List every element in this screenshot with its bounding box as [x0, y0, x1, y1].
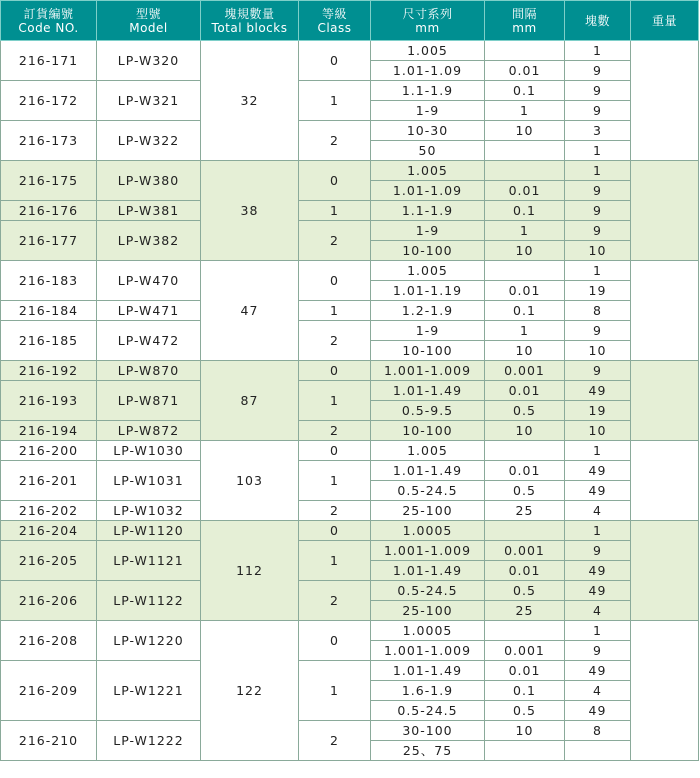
code-cell: 216-173 [1, 121, 97, 161]
size-series-cell: 1.001-1.009 [371, 541, 485, 561]
class-cell: 0 [299, 261, 371, 301]
class-cell: 0 [299, 41, 371, 81]
size-series-cell: 1.001-1.009 [371, 641, 485, 661]
step-cell [485, 441, 565, 461]
model-cell: LP-W1032 [97, 501, 201, 521]
class-cell: 1 [299, 81, 371, 121]
model-cell: LP-W1031 [97, 461, 201, 501]
count-cell: 3 [565, 121, 631, 141]
class-cell: 1 [299, 541, 371, 581]
size-series-cell: 0.5-24.5 [371, 581, 485, 601]
code-cell: 216-202 [1, 501, 97, 521]
step-cell: 0.5 [485, 701, 565, 721]
size-series-cell: 25-100 [371, 601, 485, 621]
count-cell [565, 741, 631, 761]
table-row [1, 581, 699, 601]
weight-cell [631, 361, 699, 441]
table-row [1, 501, 699, 521]
count-cell: 19 [565, 281, 631, 301]
class-cell: 2 [299, 421, 371, 441]
header-size-series: 尺寸系列 mm [371, 1, 485, 41]
header-code: 訂貨編號 Code NO. [1, 1, 97, 41]
size-series-cell: 50 [371, 141, 485, 161]
step-cell [485, 621, 565, 641]
size-series-cell: 1.005 [371, 161, 485, 181]
step-cell [485, 161, 565, 181]
step-cell: 10 [485, 241, 565, 261]
model-cell: LP-W321 [97, 81, 201, 121]
step-cell: 0.001 [485, 541, 565, 561]
model-cell: LP-W380 [97, 161, 201, 201]
table-row [1, 721, 699, 741]
size-series-cell: 10-100 [371, 421, 485, 441]
total-blocks-cell: 32 [201, 41, 299, 161]
table-row [1, 461, 699, 481]
size-series-cell: 1.1-1.9 [371, 81, 485, 101]
step-cell: 0.1 [485, 681, 565, 701]
step-cell: 0.1 [485, 81, 565, 101]
count-cell: 1 [565, 521, 631, 541]
size-series-cell: 1-9 [371, 321, 485, 341]
header-class: 等級 Class [299, 1, 371, 41]
size-series-cell: 1-9 [371, 101, 485, 121]
count-cell: 1 [565, 141, 631, 161]
size-series-cell: 1.01-1.49 [371, 381, 485, 401]
class-cell: 0 [299, 441, 371, 461]
model-cell: LP-W1122 [97, 581, 201, 621]
code-cell: 216-204 [1, 521, 97, 541]
model-cell: LP-W322 [97, 121, 201, 161]
model-cell: LP-W872 [97, 421, 201, 441]
step-cell: 25 [485, 601, 565, 621]
size-series-cell: 1.0005 [371, 621, 485, 641]
count-cell: 49 [565, 581, 631, 601]
model-cell: LP-W471 [97, 301, 201, 321]
model-cell: LP-W320 [97, 41, 201, 81]
total-blocks-cell: 38 [201, 161, 299, 261]
size-series-cell: 30-100 [371, 721, 485, 741]
code-cell: 216-205 [1, 541, 97, 581]
step-cell: 0.01 [485, 181, 565, 201]
table-row [1, 521, 699, 541]
size-series-cell: 1-9 [371, 221, 485, 241]
table-row [1, 421, 699, 441]
step-cell: 1 [485, 101, 565, 121]
weight-cell [631, 261, 699, 361]
total-blocks-cell: 47 [201, 261, 299, 361]
code-cell: 216-176 [1, 201, 97, 221]
table-row [1, 381, 699, 401]
size-series-cell: 1.005 [371, 41, 485, 61]
count-cell: 9 [565, 101, 631, 121]
code-cell: 216-192 [1, 361, 97, 381]
model-cell: LP-W1221 [97, 661, 201, 721]
size-series-cell: 1.6-1.9 [371, 681, 485, 701]
step-cell: 0.001 [485, 361, 565, 381]
model-cell: LP-W1222 [97, 721, 201, 761]
size-series-cell: 1.01-1.09 [371, 181, 485, 201]
count-cell: 9 [565, 181, 631, 201]
count-cell: 1 [565, 161, 631, 181]
step-cell [485, 41, 565, 61]
count-cell: 10 [565, 341, 631, 361]
step-cell: 0.01 [485, 561, 565, 581]
size-series-cell: 1.005 [371, 261, 485, 281]
model-cell: LP-W1120 [97, 521, 201, 541]
table-row [1, 81, 699, 101]
size-series-cell: 0.5-9.5 [371, 401, 485, 421]
step-cell: 25 [485, 501, 565, 521]
size-series-cell: 1.01-1.49 [371, 461, 485, 481]
header-row [1, 1, 699, 41]
count-cell: 1 [565, 41, 631, 61]
step-cell: 0.5 [485, 401, 565, 421]
count-cell: 1 [565, 261, 631, 281]
total-blocks-cell: 122 [201, 621, 299, 761]
class-cell: 2 [299, 721, 371, 761]
count-cell: 49 [565, 561, 631, 581]
count-cell: 1 [565, 621, 631, 641]
step-cell: 1 [485, 321, 565, 341]
table-row [1, 661, 699, 681]
step-cell: 0.5 [485, 481, 565, 501]
code-cell: 216-210 [1, 721, 97, 761]
size-series-cell: 0.5-24.5 [371, 701, 485, 721]
table-row [1, 201, 699, 221]
count-cell: 49 [565, 701, 631, 721]
count-cell: 9 [565, 541, 631, 561]
size-series-cell: 1.01-1.19 [371, 281, 485, 301]
size-series-cell: 25、75 [371, 741, 485, 761]
step-cell: 0.01 [485, 281, 565, 301]
class-cell: 1 [299, 661, 371, 721]
weight-cell [631, 161, 699, 261]
code-cell: 216-184 [1, 301, 97, 321]
class-cell: 2 [299, 121, 371, 161]
code-cell: 216-171 [1, 41, 97, 81]
total-blocks-cell: 87 [201, 361, 299, 441]
step-cell: 0.01 [485, 381, 565, 401]
step-cell: 0.1 [485, 201, 565, 221]
class-cell: 1 [299, 461, 371, 501]
model-cell: LP-W381 [97, 201, 201, 221]
table-row [1, 321, 699, 341]
step-cell [485, 741, 565, 761]
count-cell: 49 [565, 381, 631, 401]
class-cell: 2 [299, 501, 371, 521]
code-cell: 216-209 [1, 661, 97, 721]
class-cell: 2 [299, 321, 371, 361]
count-cell: 9 [565, 201, 631, 221]
table-row [1, 441, 699, 461]
header-weight: 重量 [631, 1, 699, 41]
code-cell: 216-183 [1, 261, 97, 301]
code-cell: 216-193 [1, 381, 97, 421]
size-series-cell: 10-30 [371, 121, 485, 141]
code-cell: 216-194 [1, 421, 97, 441]
step-cell: 0.01 [485, 661, 565, 681]
model-cell: LP-W870 [97, 361, 201, 381]
count-cell: 9 [565, 641, 631, 661]
model-cell: LP-W382 [97, 221, 201, 261]
total-blocks-cell: 112 [201, 521, 299, 621]
size-series-cell: 1.01-1.49 [371, 561, 485, 581]
class-cell: 1 [299, 381, 371, 421]
count-cell: 9 [565, 321, 631, 341]
header-count: 塊數 [565, 1, 631, 41]
model-cell: LP-W1030 [97, 441, 201, 461]
code-cell: 216-201 [1, 461, 97, 501]
table-row [1, 221, 699, 241]
size-series-cell: 1.1-1.9 [371, 201, 485, 221]
model-cell: LP-W1220 [97, 621, 201, 661]
weight-cell [631, 521, 699, 621]
count-cell: 4 [565, 681, 631, 701]
count-cell: 4 [565, 501, 631, 521]
step-cell: 0.1 [485, 301, 565, 321]
table-row [1, 161, 699, 181]
size-series-cell: 25-100 [371, 501, 485, 521]
class-cell: 1 [299, 201, 371, 221]
class-cell: 0 [299, 521, 371, 541]
table-row [1, 261, 699, 281]
table-row [1, 361, 699, 381]
count-cell: 9 [565, 221, 631, 241]
step-cell: 0.01 [485, 461, 565, 481]
code-cell: 216-208 [1, 621, 97, 661]
size-series-cell: 0.5-24.5 [371, 481, 485, 501]
size-series-cell: 1.2-1.9 [371, 301, 485, 321]
count-cell: 4 [565, 601, 631, 621]
model-cell: LP-W470 [97, 261, 201, 301]
size-series-cell: 10-100 [371, 341, 485, 361]
size-series-cell: 1.005 [371, 441, 485, 461]
weight-cell [631, 41, 699, 161]
class-cell: 0 [299, 161, 371, 201]
class-cell: 2 [299, 581, 371, 621]
code-cell: 216-175 [1, 161, 97, 201]
header-model: 型號 Model [97, 1, 201, 41]
count-cell: 8 [565, 301, 631, 321]
step-cell [485, 141, 565, 161]
header-total-blocks: 塊規數量 Total blocks [201, 1, 299, 41]
step-cell: 10 [485, 341, 565, 361]
count-cell: 9 [565, 81, 631, 101]
table-row [1, 41, 699, 61]
table-row [1, 301, 699, 321]
table-row [1, 621, 699, 641]
class-cell: 1 [299, 301, 371, 321]
step-cell: 0.001 [485, 641, 565, 661]
size-series-cell: 1.01-1.49 [371, 661, 485, 681]
step-cell: 1 [485, 221, 565, 241]
step-cell: 10 [485, 721, 565, 741]
class-cell: 0 [299, 621, 371, 661]
count-cell: 10 [565, 421, 631, 441]
total-blocks-cell: 103 [201, 441, 299, 521]
class-cell: 2 [299, 221, 371, 261]
step-cell: 10 [485, 121, 565, 141]
size-series-cell: 1.001-1.009 [371, 361, 485, 381]
count-cell: 49 [565, 461, 631, 481]
class-cell: 0 [299, 361, 371, 381]
count-cell: 19 [565, 401, 631, 421]
count-cell: 1 [565, 441, 631, 461]
code-cell: 216-206 [1, 581, 97, 621]
code-cell: 216-200 [1, 441, 97, 461]
code-cell: 216-172 [1, 81, 97, 121]
table-row [1, 541, 699, 561]
size-series-cell: 1.01-1.09 [371, 61, 485, 81]
count-cell: 10 [565, 241, 631, 261]
model-cell: LP-W472 [97, 321, 201, 361]
step-cell [485, 261, 565, 281]
size-series-cell: 1.0005 [371, 521, 485, 541]
size-series-cell: 10-100 [371, 241, 485, 261]
model-cell: LP-W871 [97, 381, 201, 421]
code-cell: 216-185 [1, 321, 97, 361]
step-cell [485, 521, 565, 541]
count-cell: 49 [565, 481, 631, 501]
count-cell: 8 [565, 721, 631, 741]
header-step: 間隔 mm [485, 1, 565, 41]
count-cell: 9 [565, 361, 631, 381]
step-cell: 0.01 [485, 61, 565, 81]
weight-cell [631, 621, 699, 761]
step-cell: 10 [485, 421, 565, 441]
count-cell: 9 [565, 61, 631, 81]
weight-cell [631, 441, 699, 521]
table-row [1, 121, 699, 141]
count-cell: 49 [565, 661, 631, 681]
code-cell: 216-177 [1, 221, 97, 261]
step-cell: 0.5 [485, 581, 565, 601]
model-cell: LP-W1121 [97, 541, 201, 581]
